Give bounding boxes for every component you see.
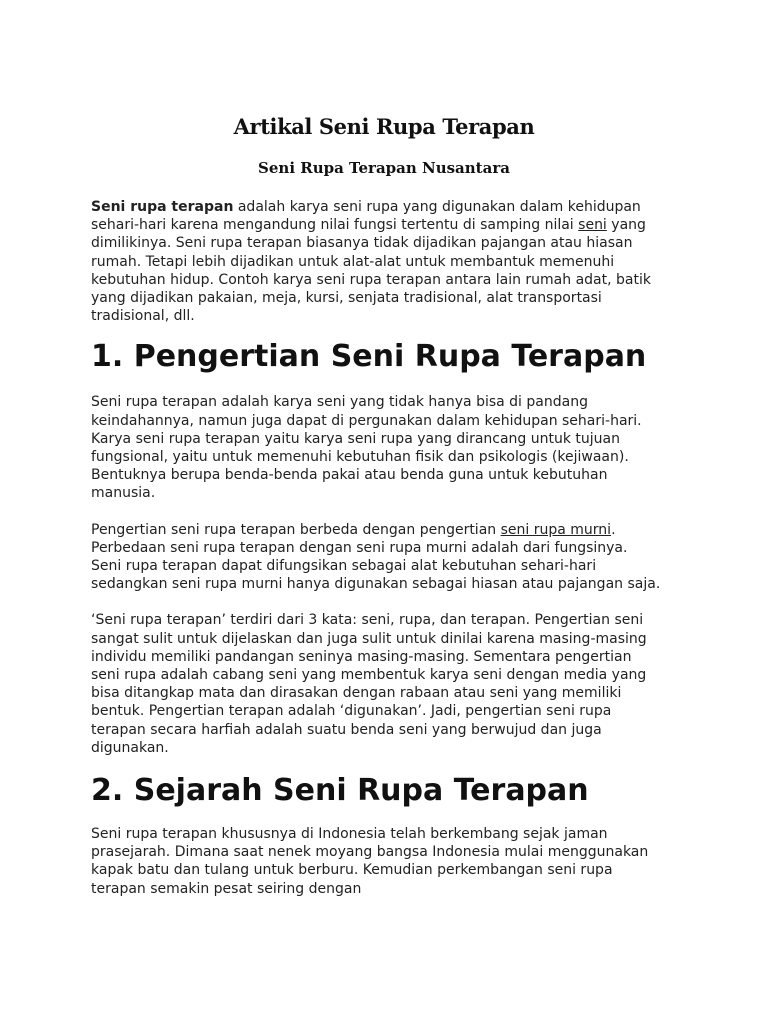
section-1-heading: 1. Pengertian Seni Rupa Terapan [91, 339, 647, 375]
section-1-p2-text-b: . Perbedaan seni rupa terapan dengan seni rupa murni adalah dari fungsinya. Seni rupa terapan dapat difungsikan sebagai alat kebutuhan sehari-hari sedangkan seni rupa murni hanya digunakan sebagai hiasan atau pajangan saja. [91, 521, 661, 593]
document-title: Artikal Seni Rupa Terapan [233, 114, 535, 139]
seni-link[interactable]: seni [578, 217, 607, 234]
seni-rupa-murni-link[interactable]: seni rupa murni [500, 521, 612, 538]
section-1-paragraph-1: Seni rupa terapan adalah karya seni yang tidak hanya bisa di pandang keindahannya, namun juga dapat di pergunakan dalam kehidupan sehari-hari. Karya seni rupa terapan yaitu karya seni rupa yang dirancang untuk tujuan fungsional, yaitu untuk memenuhi kebutuhan fisik dan psikologis (kejiwaan). Bentuknya berupa benda-benda pakai atau benda guna untuk kebutuhan manusia. [91, 394, 642, 502]
section-1-p2-text-a: Pengertian seni rupa terapan berbeda dengan pengertian [91, 521, 501, 538]
intro-bold-term: Seni rupa terapan [91, 199, 234, 215]
intro-text-b: yang dimilikinya. Seni rupa terapan biasanya tidak dijadikan pajangan atau hiasan rumah. Tetapi lebih dijadikan untuk alat-alat untuk membantuk memenuhi kebutuhan hidup. Contoh karya seni rupa terapan antara lain rumah adat, batik yang dijadikan pakaian, meja, kursi, senjata tradisional, alat transportasi tradisional, dll. [91, 217, 651, 325]
section-2-paragraph-1: Seni rupa terapan khususnya di Indonesia telah berkembang sejak jaman prasejarah. Dimana saat nenek moyang bangsa Indonesia mulai menggunakan kapak batu dan tulang untuk berburu. Kemudian perkembangan seni rupa terapan semakin pesat seiring dengan [91, 826, 649, 897]
section-1-paragraph-3: ‘Seni rupa terapan’ terdiri dari 3 kata: seni, rupa, dan terapan. Pengertian seni sangat sulit untuk dijelaskan dan juga sulit untuk dinilai karena masing-masing individu memiliki pandangan seninya masing-masing. Sementara pengertian seni rupa adalah cabang seni yang membentuk karya seni dengan media yang bisa ditangkap mata dan dirasakan dengan rabaan atau seni yang memiliki bentuk. Pengertian terapan adalah ‘digunakan’. Jadi, pengertian seni rupa terapan secara harfiah adalah suatu benda seni yang berwujud dan juga digunakan. [91, 612, 647, 756]
section-1-paragraph-2 [91, 521, 661, 594]
intro-text-a: adalah karya seni rupa yang digunakan dalam kehidupan sehari-hari karena mengandung nilai fungsi tertentu di samping nilai [91, 199, 641, 234]
document-subtitle: Seni Rupa Terapan Nusantara [258, 159, 510, 177]
intro-paragraph [91, 198, 661, 325]
section-2-heading: 2. Sejarah Seni Rupa Terapan [91, 773, 589, 809]
